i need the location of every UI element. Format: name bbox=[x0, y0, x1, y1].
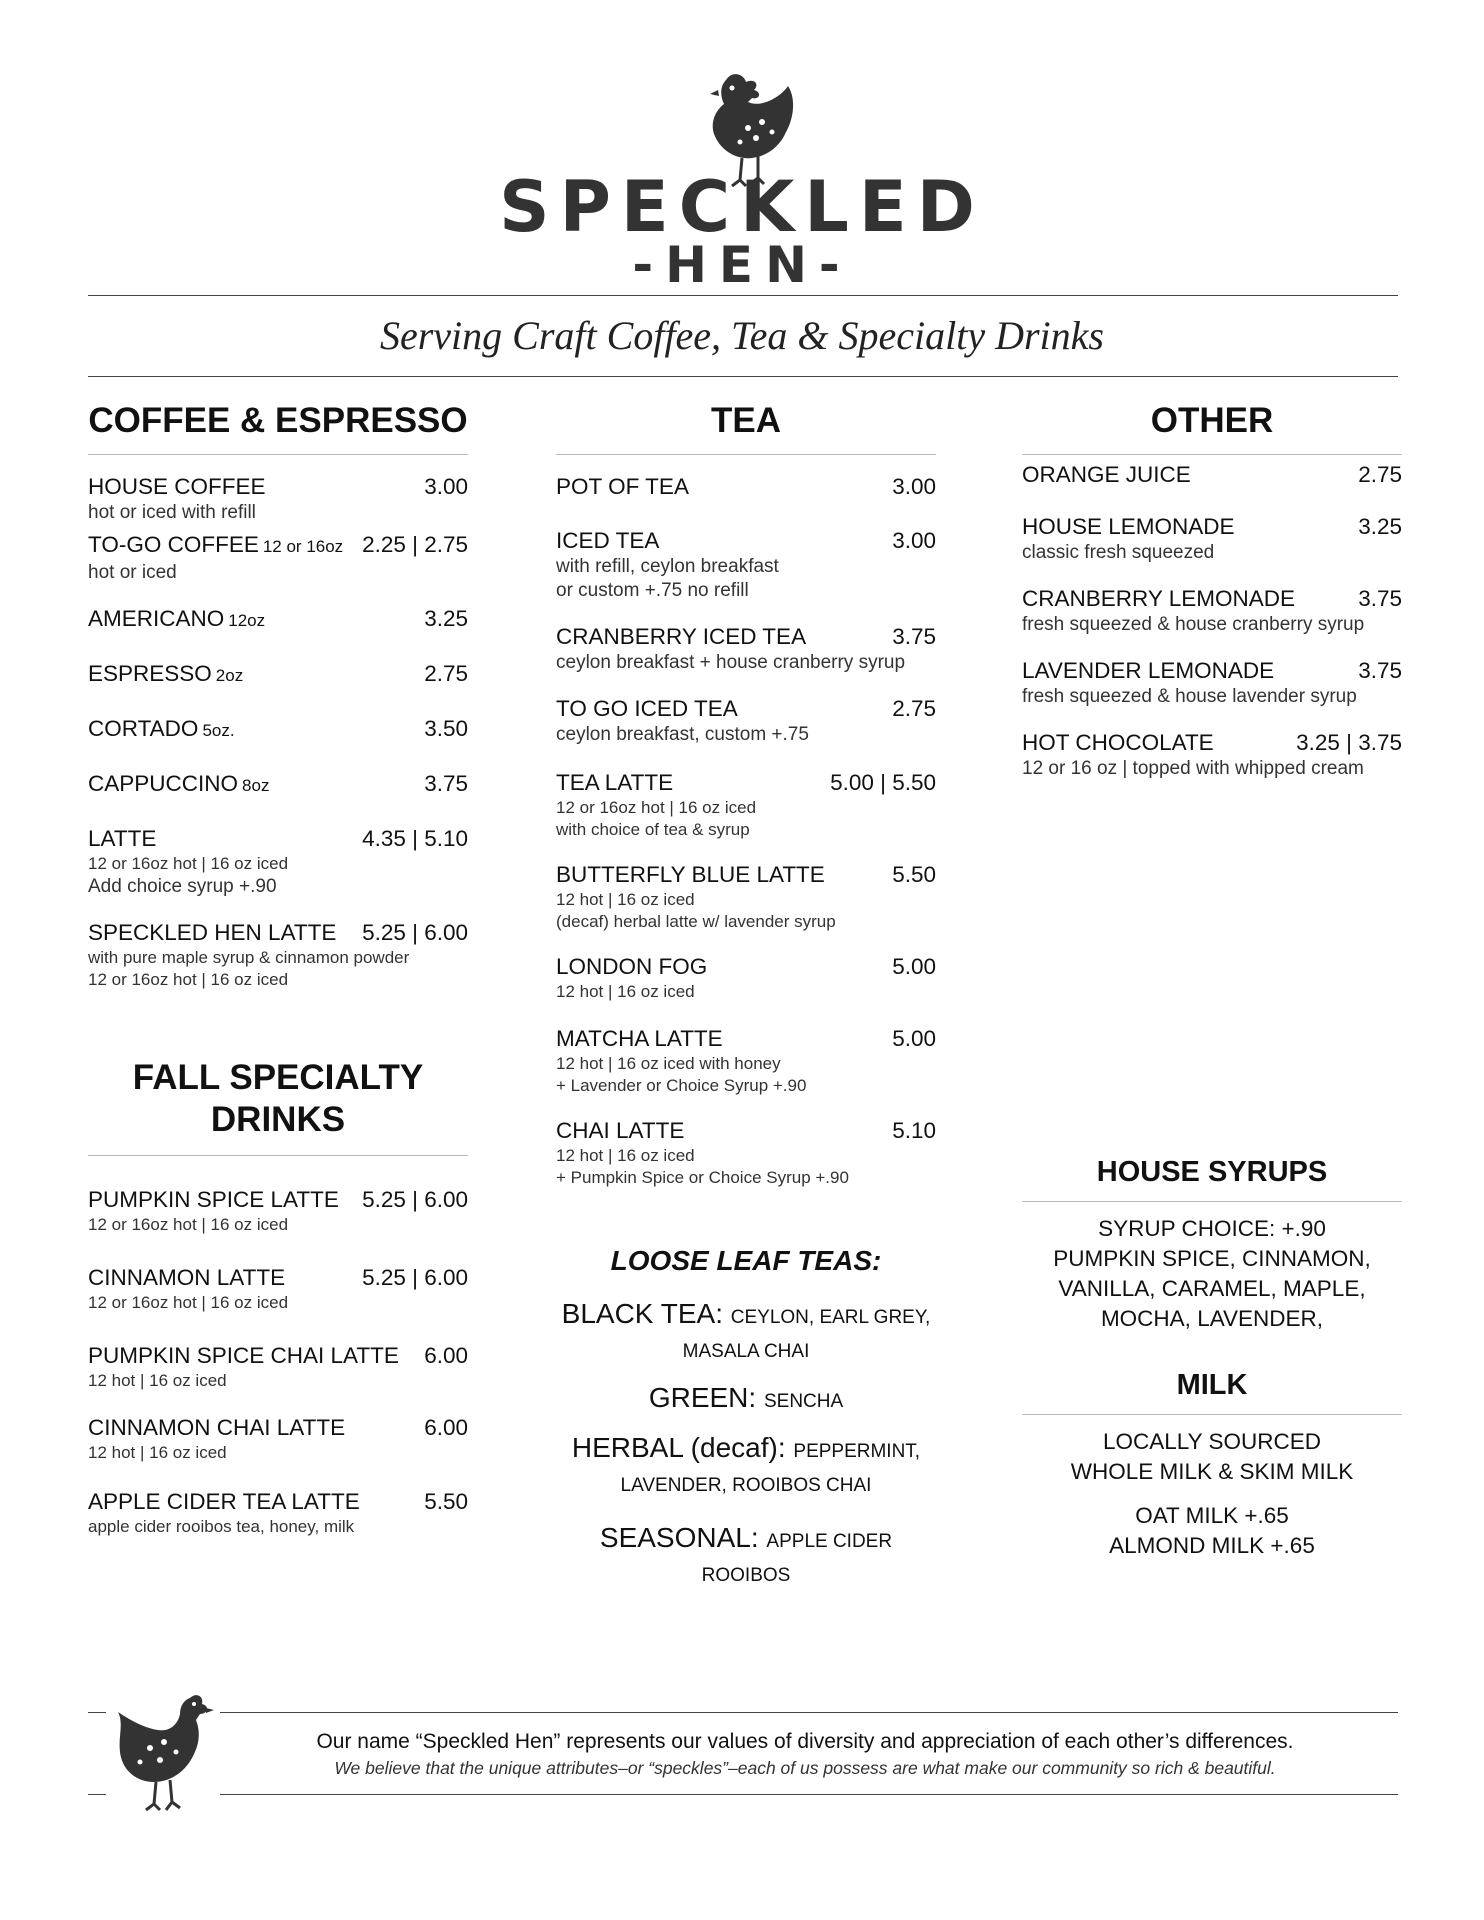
menu-item bbox=[1022, 513, 1402, 565]
loose-leaf-label: HERBAL (decaf): bbox=[571, 1432, 786, 1463]
item-desc: with choice of tea & syrup bbox=[556, 820, 750, 839]
item-name: TO GO ICED TEA bbox=[556, 696, 738, 721]
item-desc: ceylon breakfast, custom +.75 bbox=[556, 724, 809, 745]
item-price: 3.25 | 3.75 bbox=[1296, 730, 1402, 755]
item-desc: 12 or 16oz hot | 16 oz iced bbox=[556, 798, 757, 817]
footer-statement: Our name “Speckled Hen” represents our values of diversity and appreciation of each other’s differences. bbox=[316, 1730, 1294, 1753]
item-desc: 12 or 16oz hot | 16 oz iced bbox=[88, 970, 289, 989]
fall-title-line2: DRINKS bbox=[210, 1100, 346, 1139]
item-price: 3.25 bbox=[424, 606, 468, 631]
item-price: 5.50 bbox=[424, 1489, 468, 1514]
divider bbox=[88, 295, 1398, 296]
item-desc: 12 or 16 oz | topped with whipped cream bbox=[1022, 758, 1364, 779]
item-desc: 12 or 16oz hot | 16 oz iced bbox=[88, 1215, 289, 1234]
item-desc: with pure maple syrup & cinnamon powder bbox=[88, 948, 410, 967]
menu-item bbox=[556, 695, 936, 747]
item-name: TEA LATTE bbox=[556, 770, 674, 795]
item-desc: ceylon breakfast + house cranberry syrup bbox=[556, 652, 906, 673]
fall-title-line1: FALL SPECIALTY bbox=[132, 1058, 424, 1097]
item-price: 5.00 bbox=[892, 1026, 936, 1051]
milk-line: WHOLE MILK & SKIM MILK bbox=[1070, 1459, 1354, 1484]
loose-leaf-values: MASALA CHAI bbox=[682, 1341, 810, 1362]
item-desc: 12 hot | 16 oz iced bbox=[556, 982, 695, 1001]
loose-leaf-label: SEASONAL: bbox=[599, 1522, 759, 1553]
item-name: POT OF TEA bbox=[556, 474, 689, 499]
divider bbox=[88, 1712, 106, 1713]
item-price: 4.35 | 5.10 bbox=[362, 826, 468, 851]
syrups-list bbox=[1022, 1214, 1402, 1334]
item-name: TO-GO COFFEE bbox=[88, 532, 259, 557]
syrups-section-title: HOUSE SYRUPS bbox=[1022, 1151, 1402, 1202]
item-desc: 12 hot | 16 oz iced bbox=[556, 1146, 695, 1165]
item-desc: 12 hot | 16 oz iced bbox=[556, 890, 695, 909]
item-size: 5oz. bbox=[202, 721, 235, 740]
item-price: 3.75 bbox=[892, 624, 936, 649]
divider bbox=[220, 1712, 1398, 1713]
item-name: LATTE bbox=[88, 826, 157, 851]
menu-item bbox=[88, 1264, 468, 1314]
menu-item bbox=[1022, 657, 1402, 709]
item-desc: + Lavender or Choice Syrup +.90 bbox=[556, 1076, 807, 1095]
item-price: 5.25 | 6.00 bbox=[362, 920, 468, 945]
item-size: 8oz bbox=[242, 776, 270, 795]
item-price: 5.25 | 6.00 bbox=[362, 1265, 468, 1290]
coffee-section-title: COFFEE & ESPRESSO bbox=[88, 400, 468, 455]
loose-leaf-label: GREEN: bbox=[648, 1382, 757, 1413]
item-price: 5.10 bbox=[892, 1118, 936, 1143]
other-section-title: OTHER bbox=[1022, 400, 1402, 455]
item-price: 3.00 bbox=[892, 528, 936, 553]
tagline: Serving Craft Coffee, Tea & Specialty Drinks bbox=[379, 313, 1104, 358]
divider bbox=[220, 1794, 1398, 1795]
milk-list bbox=[1022, 1427, 1402, 1561]
item-desc: with refill, ceylon breakfast bbox=[556, 556, 779, 577]
item-name: MATCHA LATTE bbox=[556, 1026, 723, 1051]
item-name: CRANBERRY LEMONADE bbox=[1022, 586, 1295, 611]
loose-leaf-label: BLACK TEA: bbox=[561, 1298, 723, 1329]
menu-item bbox=[1022, 729, 1402, 781]
item-size: 12oz bbox=[228, 611, 266, 630]
item-desc: hot or iced bbox=[88, 562, 177, 583]
menu-item bbox=[556, 527, 936, 603]
item-price: 2.75 bbox=[892, 696, 936, 721]
item-name: ORANGE JUICE bbox=[1022, 462, 1191, 487]
milk-line: LOCALLY SOURCED bbox=[1103, 1429, 1321, 1454]
loose-leaf-seasonal bbox=[556, 1523, 936, 1591]
item-desc: fresh squeezed & house lavender syrup bbox=[1022, 686, 1357, 707]
menu-item bbox=[556, 769, 936, 841]
item-price: 5.00 bbox=[892, 954, 936, 979]
item-desc: or custom +.75 no refill bbox=[556, 580, 749, 601]
menu-item bbox=[556, 1117, 936, 1189]
menu-item bbox=[556, 473, 936, 501]
coffee-column bbox=[88, 400, 468, 1552]
other-column bbox=[1022, 400, 1402, 1561]
item-name: ICED TEA bbox=[556, 528, 660, 553]
item-name: CORTADO bbox=[88, 716, 199, 741]
item-desc: apple cider rooibos tea, honey, milk bbox=[88, 1517, 355, 1536]
item-name: PUMPKIN SPICE LATTE bbox=[88, 1187, 339, 1212]
menu-item bbox=[1022, 585, 1402, 637]
hen-icon bbox=[110, 1690, 220, 1820]
menu-item bbox=[88, 715, 468, 745]
item-desc: hot or iced with refill bbox=[88, 502, 256, 523]
item-desc: 12 hot | 16 oz iced bbox=[88, 1443, 227, 1462]
loose-leaf-title: LOOSE LEAF TEAS: bbox=[610, 1245, 882, 1276]
item-desc: + Pumpkin Spice or Choice Syrup +.90 bbox=[556, 1168, 849, 1187]
item-name: HOUSE LEMONADE bbox=[1022, 514, 1235, 539]
item-name: CAPPUCCINO bbox=[88, 771, 239, 796]
syrups-line: MOCHA, LAVENDER, bbox=[1100, 1306, 1324, 1331]
item-name: LONDON FOG bbox=[556, 954, 708, 979]
menu-item bbox=[88, 825, 468, 899]
menu-item bbox=[556, 1025, 936, 1097]
menu-item bbox=[88, 1186, 468, 1236]
item-price: 3.00 bbox=[892, 474, 936, 499]
brand-name-line1: SPECKLED bbox=[499, 166, 985, 248]
loose-leaf-black bbox=[556, 1299, 936, 1367]
menu-item bbox=[556, 953, 936, 1003]
loose-leaf-values: CEYLON, EARL GREY, bbox=[730, 1307, 931, 1328]
item-price: 2.75 bbox=[424, 661, 468, 686]
item-size: 12 or 16oz bbox=[262, 537, 344, 556]
menu-item bbox=[88, 605, 468, 635]
loose-leaf-values: APPLE CIDER ROOIBOS bbox=[701, 1531, 893, 1586]
item-desc: (decaf) herbal latte w/ lavender syrup bbox=[556, 912, 836, 931]
menu-item bbox=[88, 919, 468, 991]
item-name: LAVENDER LEMONADE bbox=[1022, 658, 1275, 683]
item-price: 2.25 | 2.75 bbox=[362, 532, 468, 557]
item-desc: 12 hot | 16 oz iced with honey bbox=[556, 1054, 781, 1073]
menu-item bbox=[88, 770, 468, 800]
tea-column bbox=[556, 400, 936, 1607]
syrups-line: VANILLA, CARAMEL, MAPLE, bbox=[1058, 1276, 1366, 1301]
brand-name-line2: -HEN- bbox=[632, 236, 852, 294]
item-name: SPECKLED HEN LATTE bbox=[88, 920, 337, 945]
item-name: ESPRESSO bbox=[88, 661, 212, 686]
item-price: 6.00 bbox=[424, 1415, 468, 1440]
divider bbox=[88, 376, 1398, 377]
syrups-line: PUMPKIN SPICE, CINNAMON, bbox=[1053, 1246, 1371, 1271]
menu-item bbox=[88, 1414, 468, 1464]
item-desc: fresh squeezed & house cranberry syrup bbox=[1022, 614, 1365, 635]
menu-item bbox=[1022, 461, 1402, 489]
menu-item bbox=[88, 531, 468, 585]
item-price: 2.75 bbox=[1358, 462, 1402, 487]
milk-line: ALMOND MILK +.65 bbox=[1109, 1533, 1315, 1558]
item-price: 3.00 bbox=[424, 474, 468, 499]
tea-section-title: TEA bbox=[556, 400, 936, 455]
item-desc: 12 hot | 16 oz iced bbox=[88, 1371, 227, 1390]
item-desc: Add choice syrup +.90 bbox=[88, 876, 277, 897]
menu-item bbox=[88, 660, 468, 690]
loose-leaf-values: SENCHA bbox=[763, 1391, 844, 1412]
item-desc: 12 or 16oz hot | 16 oz iced bbox=[88, 854, 289, 873]
item-name: CINNAMON CHAI LATTE bbox=[88, 1415, 346, 1440]
item-price: 5.00 | 5.50 bbox=[830, 770, 936, 795]
menu-item bbox=[556, 623, 936, 675]
item-name: HOT CHOCOLATE bbox=[1022, 730, 1214, 755]
loose-leaf-herbal bbox=[556, 1433, 936, 1501]
divider bbox=[88, 1794, 106, 1795]
item-name: HOUSE COFFEE bbox=[88, 474, 266, 499]
loose-leaf-values: LAVENDER, ROOIBOS CHAI bbox=[620, 1475, 872, 1496]
item-name: PUMPKIN SPICE CHAI LATTE bbox=[88, 1343, 399, 1368]
item-name: AMERICANO bbox=[88, 606, 225, 631]
item-name: CHAI LATTE bbox=[556, 1118, 685, 1143]
item-price: 3.50 bbox=[424, 716, 468, 741]
milk-line: OAT MILK +.65 bbox=[1135, 1503, 1289, 1528]
item-desc: 12 or 16oz hot | 16 oz iced bbox=[88, 1293, 289, 1312]
item-price: 5.50 bbox=[892, 862, 936, 887]
menu-item bbox=[556, 861, 936, 933]
loose-leaf-green bbox=[556, 1383, 936, 1417]
item-price: 5.25 | 6.00 bbox=[362, 1187, 468, 1212]
item-price: 6.00 bbox=[424, 1343, 468, 1368]
item-name: APPLE CIDER TEA LATTE bbox=[88, 1489, 360, 1514]
item-price: 3.75 bbox=[424, 771, 468, 796]
item-price: 3.25 bbox=[1358, 514, 1402, 539]
loose-leaf-values: PEPPERMINT, bbox=[793, 1441, 921, 1462]
item-desc: classic fresh squeezed bbox=[1022, 542, 1215, 563]
item-price: 3.75 bbox=[1358, 658, 1402, 683]
milk-section-title: MILK bbox=[1022, 1364, 1402, 1415]
fall-section-title bbox=[88, 1057, 468, 1156]
menu-item bbox=[88, 1342, 468, 1392]
menu-item bbox=[88, 1488, 468, 1538]
footer-substatement: We believe that the unique attributes–or “speckles”–each of us possess are what make our community so rich & beautiful. bbox=[334, 1758, 1276, 1778]
menu-item bbox=[88, 473, 468, 525]
item-name: CINNAMON LATTE bbox=[88, 1265, 286, 1290]
syrups-line: SYRUP CHOICE: +.90 bbox=[1098, 1216, 1326, 1241]
item-size: 2oz bbox=[215, 666, 244, 685]
item-name: CRANBERRY ICED TEA bbox=[556, 624, 807, 649]
item-name: BUTTERFLY BLUE LATTE bbox=[556, 862, 825, 887]
item-price: 3.75 bbox=[1358, 586, 1402, 611]
